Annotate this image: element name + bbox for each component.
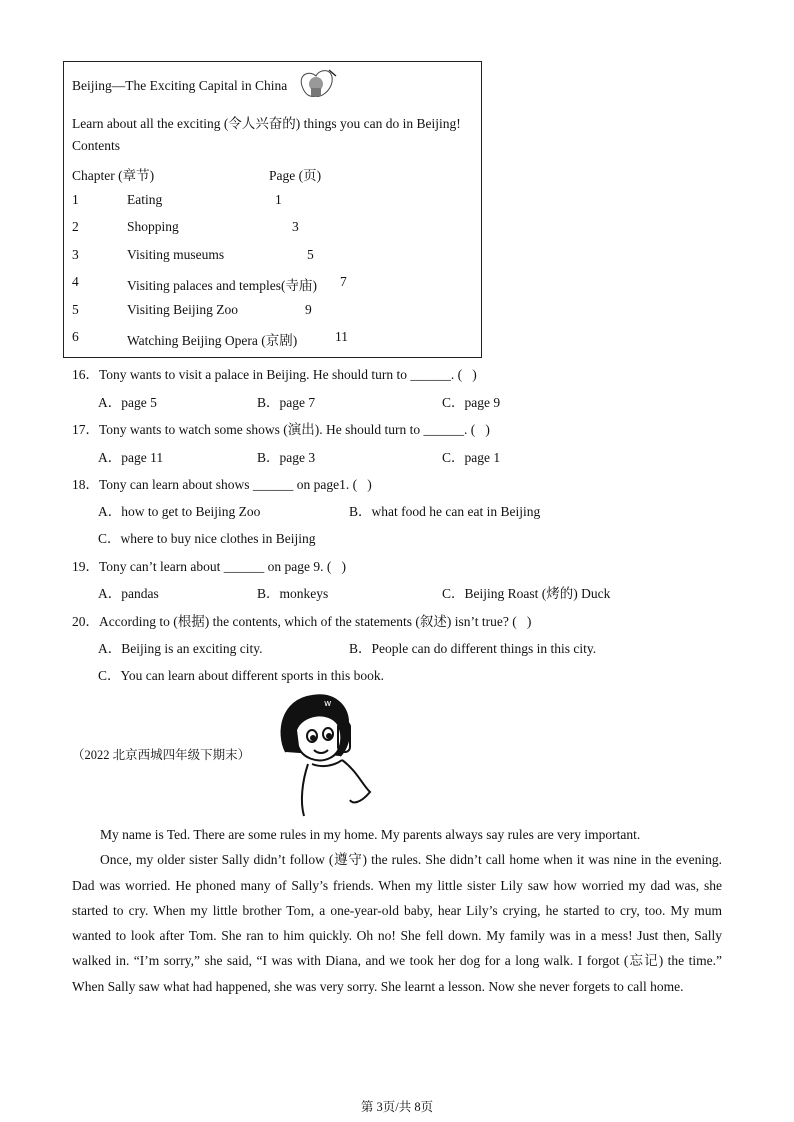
chapter-number: 5 [72, 302, 79, 317]
question-stem [72, 473, 372, 493]
chapter-number: 1 [72, 192, 79, 207]
question-text: Tony can learn about shows ______ on page1. ( ) [99, 477, 372, 492]
page-header: Page (页) [269, 168, 322, 183]
chapter-page: 5 [307, 247, 314, 262]
question-number: 19． [72, 559, 99, 574]
source-label: （2022 北京西城四年级下期末） [72, 748, 251, 762]
chapter-title: Visiting Beijing Zoo [127, 302, 238, 317]
chapter-title: Shopping [127, 219, 179, 234]
option-b[interactable]: B．page 3 [257, 450, 316, 465]
option-c[interactable]: C．page 1 [442, 450, 501, 465]
chapter-page: 9 [305, 302, 312, 317]
chapter-number: 4 [72, 274, 79, 289]
chapter-title: Watching Beijing Opera (京剧) [127, 333, 298, 348]
contents-label: Contents [72, 138, 121, 153]
chapter-page: 11 [335, 329, 348, 344]
passage-paragraph: My name is Ted. There are some rules in my home. My parents always say rules are very important. [100, 827, 641, 842]
chapter-title: Eating [127, 192, 163, 207]
option-c[interactable]: C．Beijing Roast (烤的) Duck [442, 586, 611, 601]
option-c[interactable]: C．page 9 [442, 395, 501, 410]
option-c[interactable]: C．You can learn about different sports in this book. [98, 668, 384, 683]
girl-on-phone-illustration [272, 692, 380, 818]
chapter-number: 6 [72, 329, 79, 344]
toc-title: Beijing—The Exciting Capital in China [72, 78, 288, 93]
question-stem [72, 363, 477, 383]
option-b[interactable]: B．what food he can eat in Beijing [349, 504, 541, 519]
option-a[interactable]: A．how to get to Beijing Zoo [98, 504, 261, 519]
opera-mask-icon [296, 64, 340, 100]
question-number: 18． [72, 477, 99, 492]
toc-subtitle: Learn about all the exciting (令人兴奋的) things you can do in Beijing! [72, 116, 461, 131]
question-text: Tony can’t learn about ______ on page 9. ( ) [99, 559, 346, 574]
contents-box [63, 61, 482, 358]
reading-passage [72, 822, 722, 999]
passage-paragraph: Once, my older sister Sally didn’t follow (遵守) the rules. She didn’t call home when it was nine in the evening. Dad was worried. He phoned many of Sally’s friends. When my little sister Lily saw how worried my dad was, she started to cry. When my little brother Tom, a one-year-old baby, hear Lily’s crying, he started to cry, too. My mum wanted to look after Tom. She ran to him quickly. Oh no! She fell down. My family was in a mess! Just then, Sally walked in. “I’m sorry,” she said, “I was with Diana, and we took her dog for a long walk. I forgot (忘记) the time.” When Sally saw what had happened, she was very sorry. She learnt a lesson. Now she never forgets to call home. [72, 852, 722, 994]
question-text: According to (根据) the contents, which of the statements (叙述) isn’t true? ( ) [99, 614, 532, 629]
option-a[interactable]: A．pandas [98, 586, 159, 601]
chapter-page: 3 [292, 219, 299, 234]
chapter-header: Chapter (章节) [72, 168, 155, 183]
option-a[interactable]: A．Beijing is an exciting city. [98, 641, 263, 656]
option-b[interactable]: B．monkeys [257, 586, 329, 601]
question-number: 17． [72, 422, 99, 437]
question-text: Tony wants to visit a palace in Beijing. He should turn to ______. ( ) [99, 367, 477, 382]
option-b[interactable]: B．page 7 [257, 395, 316, 410]
chapter-number: 2 [72, 219, 79, 234]
question-text: Tony wants to watch some shows (演出). He should turn to ______. ( ) [99, 422, 490, 437]
option-a[interactable]: A．page 5 [98, 395, 157, 410]
chapter-page: 7 [340, 274, 347, 289]
question-number: 16． [72, 367, 99, 382]
chapter-title: Visiting palaces and temples(寺庙) [127, 278, 318, 293]
option-a[interactable]: A．page 11 [98, 450, 164, 465]
question-stem [72, 555, 346, 575]
page-footer: 第 3页/共 8页 [360, 1100, 434, 1114]
question-stem [72, 610, 531, 630]
option-c[interactable]: C．where to buy nice clothes in Beijing [98, 531, 316, 546]
chapter-number: 3 [72, 247, 79, 262]
chapter-title: Visiting museums [127, 247, 225, 262]
question-number: 20． [72, 614, 99, 629]
question-stem [72, 418, 490, 438]
chapter-page: 1 [275, 192, 282, 207]
svg-text:w: w [324, 699, 332, 709]
option-b[interactable]: B．People can do different things in this city. [349, 641, 597, 656]
